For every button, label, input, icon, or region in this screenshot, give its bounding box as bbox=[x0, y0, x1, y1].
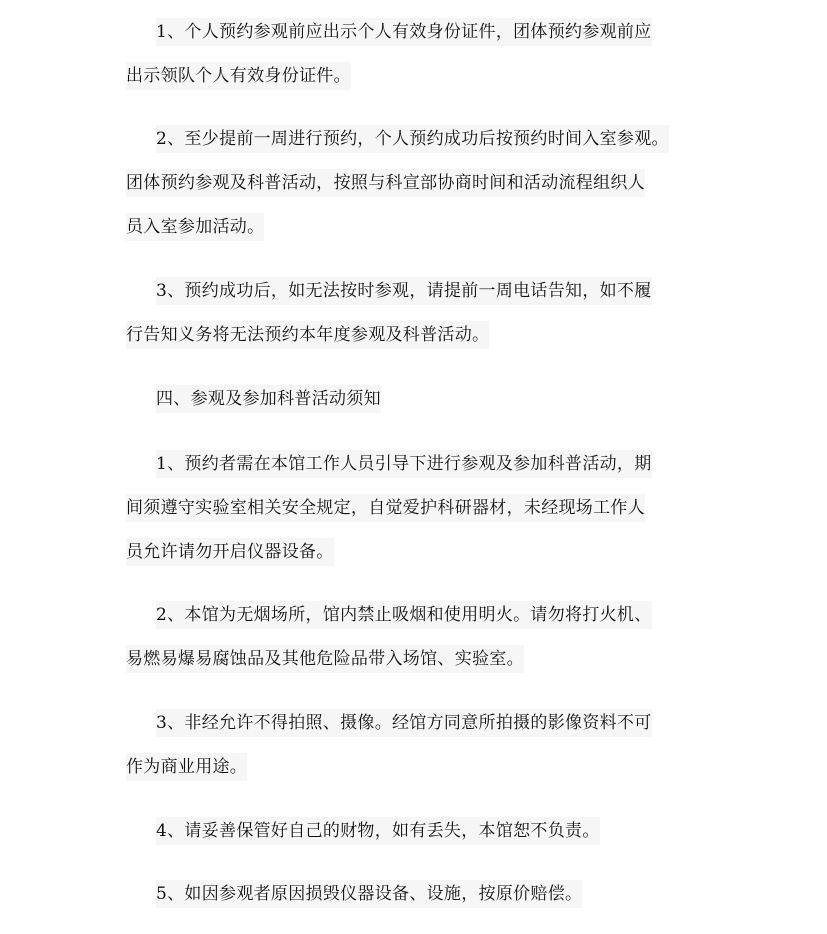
paragraph-line: 间须遵守实验室相关安全规定，自觉爱护科研器材，未经现场工作人 bbox=[126, 494, 645, 522]
paragraph-line: 3、非经允许不得拍照、摄像。经馆方同意所拍摄的影像资料不可 bbox=[156, 709, 652, 737]
paragraph-line: 团体预约参观及科普活动，按照与科宣部协商时间和活动流程组织人 bbox=[126, 169, 645, 197]
paragraph-line: 易燃易爆易腐蚀品及其他危险品带入场馆、实验室。 bbox=[126, 645, 524, 673]
paragraph-line: 1、预约者需在本馆工作人员引导下进行参观及参加科普活动，期 bbox=[156, 450, 652, 478]
paragraph-line: 1、个人预约参观前应出示个人有效身份证件，团体预约参观前应 bbox=[156, 18, 652, 46]
section-heading: 四、参观及参加科普活动须知 bbox=[156, 385, 381, 413]
paragraph-line: 员入室参加活动。 bbox=[126, 213, 264, 241]
paragraph-line: 行告知义务将无法预约本年度参观及科普活动。 bbox=[126, 321, 489, 349]
paragraph-line: 2、至少提前一周进行预约，个人预约成功后按预约时间入室参观。 bbox=[156, 125, 669, 153]
paragraph-line: 作为商业用途。 bbox=[126, 753, 247, 781]
paragraph-line: 2、本馆为无烟场所，馆内禁止吸烟和使用明火。请勿将打火机、 bbox=[156, 601, 652, 629]
paragraph-line: 4、请妥善保管好自己的财物，如有丢失，本馆恕不负责。 bbox=[156, 817, 600, 845]
paragraph-line: 5、如因参观者原因损毁仪器设备、设施，按原价赔偿。 bbox=[156, 880, 582, 908]
paragraph-line: 3、预约成功后，如无法按时参观，请提前一周电话告知，如不履 bbox=[156, 277, 652, 305]
paragraph-line: 出示领队个人有效身份证件。 bbox=[126, 62, 351, 90]
paragraph-line: 员允许请勿开启仪器设备。 bbox=[126, 538, 334, 566]
